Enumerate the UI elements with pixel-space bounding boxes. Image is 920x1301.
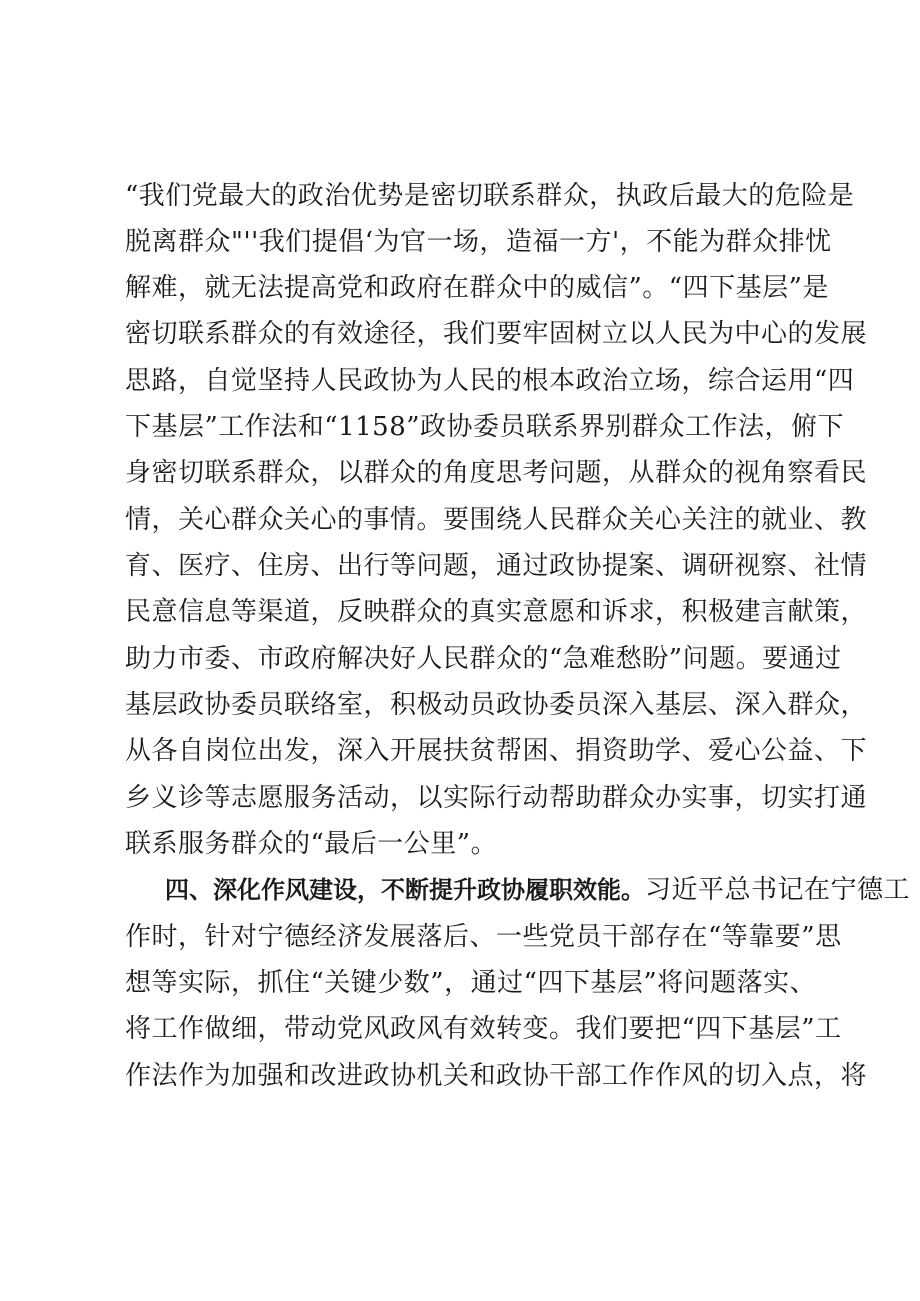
paragraph-1-line-3: 解难，就无法提高党和政府在群众中的威信”。“四下基层”是 [125, 273, 829, 303]
paragraph-2-line-1-text: 习近平总书记在宁德工 [645, 875, 911, 905]
paragraph-1-line-1: “我们党最大的政治优势是密切联系群众，执政后最大的危险是 [125, 181, 855, 211]
paragraph-1-line-12: 基层政协委员联络室，积极动员政协委员深入基层、深入群众， [125, 690, 868, 720]
paragraph-1-line-4: 密切联系群众的有效途径，我们要牢固树立以人民为中心的发展 [125, 319, 868, 349]
paragraph-1-line-14: 乡义诊等志愿服务活动，以实际行动帮助群众办实事，切实打通 [125, 783, 868, 813]
section-heading: 四、深化作风建设，不断提升政协履职效能。 [165, 876, 645, 904]
paragraph-1-line-9: 育、医疗、住房、出行等问题，通过政协提案、调研视察、社情 [125, 551, 868, 581]
paragraph-2-line-2: 作时，针对宁德经济发展落后、一些党员干部存在“等靠要”思 [125, 922, 842, 952]
paragraph-2-line-1 [165, 870, 911, 910]
paragraph-1-line-15: 联系服务群众的“最后一公里”。 [125, 829, 498, 859]
paragraph-1-line-10: 民意信息等渠道，反映群众的真实意愿和诉求，积极建言献策， [125, 597, 868, 627]
paragraph-2-line-5: 作法作为加强和改进政协机关和政协干部工作作风的切入点，将 [125, 1061, 868, 1091]
paragraph-1-line-2: 脱离群众"''我们提倡‘为官一场，造福一方'，不能为群众排忧 [125, 227, 832, 257]
paragraph-1-line-6: 下基层”工作法和“1158”政协委员联系界别群众工作法，俯下 [125, 412, 845, 442]
paragraph-1-line-8: 情，关心群众关心的事情。要围绕人民群众关心关注的就业、教 [125, 505, 868, 535]
paragraph-1-line-11: 助力市委、市政府解决好人民群众的“急难愁盼”问题。要通过 [125, 644, 842, 674]
paragraph-1-line-13: 从各自岗位出发，深入开展扶贫帮困、捐资助学、爱心公益、下 [125, 736, 868, 766]
paragraph-2-line-4: 将工作做细，带动党风政风有效转变。我们要把“四下基层”工 [125, 1014, 842, 1044]
paragraph-1-line-7: 身密切联系群众，以群众的角度思考问题，从群众的视角察看民 [125, 458, 868, 488]
paragraph-2-line-3: 想等实际，抓住“关键少数”，通过“四下基层”将问题落实、 [125, 968, 817, 998]
paragraph-1-line-5: 思路，自觉坚持人民政协为人民的根本政治立场，综合运用“四 [125, 366, 855, 396]
